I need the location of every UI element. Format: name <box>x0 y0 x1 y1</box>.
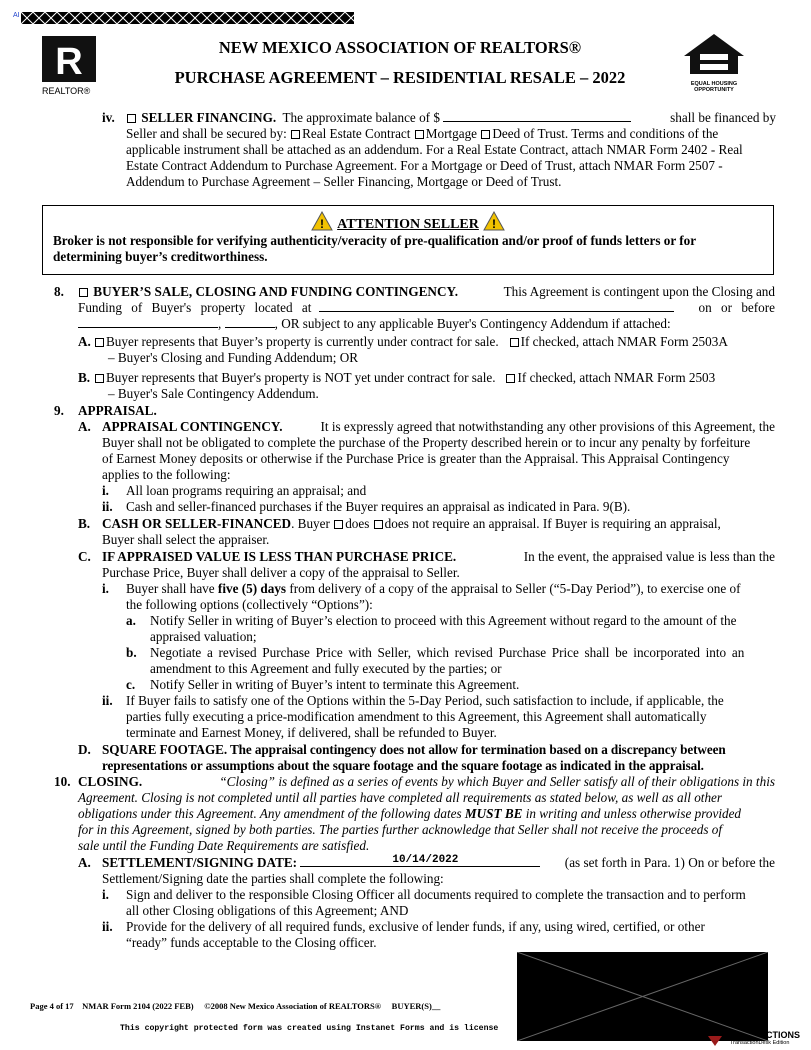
s9-B-line1 <box>102 516 775 532</box>
iv-line4: Estate Contract Addendum to Purchase Agreement. For a Mortgage or Deed of Trust, attach NMAR Form 2507 - <box>126 158 723 173</box>
s9-B-label: B. <box>78 516 91 531</box>
iv-label: iv. <box>102 110 115 125</box>
s9-text: . Buyer <box>291 516 330 531</box>
s9-a-label: a. <box>126 613 136 628</box>
s9-b-label: b. <box>126 645 137 660</box>
s10-A-line1 <box>102 855 775 871</box>
s8-text: , OR subject to any applicable Buyer's Contingency Addendum if attached: <box>274 316 671 331</box>
attention-title: ATTENTION SELLER <box>337 217 479 232</box>
s9-A-line3: of Earnest Money deposits or otherwise if the Purchase Price is greater than the Appraisal. This Appraisal Contingency <box>102 451 730 466</box>
settlement-date-value: 10/14/2022 <box>392 854 459 866</box>
s10-line5: sale until the Funding Date Requirements are satisfied. <box>78 838 370 853</box>
iv-line5: Addendum to Purchase Agreement – Seller Financing, Mortgage or Deed of Trust. <box>126 174 562 189</box>
closing-year-field[interactable] <box>225 316 275 328</box>
s8-B-line2: – Buyer's Sale Contingency Addendum. <box>108 386 319 401</box>
s10-title: CLOSING. <box>78 774 143 789</box>
s9-Cii-line2: parties fully executing a price-modification amendment to this Agreement, this Agreement shall automatically <box>126 709 707 724</box>
iv-text: The approximate balance of $ <box>282 110 440 125</box>
s10-line4: for in this Agreement, signed by both parties. The parties further acknowledge that Seller shall not receive the proceeds of <box>78 822 723 837</box>
s8-text: Buyer represents that Buyer’s property is currently under contract for sale. <box>106 334 499 349</box>
s9-Ai-label: i. <box>102 483 109 498</box>
s10-line3 <box>78 806 741 822</box>
s10-ii-label: ii. <box>102 919 113 934</box>
iv-line2 <box>126 126 776 142</box>
s9-D-line1: SQUARE FOOTAGE. The appraisal contingency does not allow for termination based on a discrepancy between <box>102 742 726 757</box>
s8-line3: , , OR subject to any applicable Buyer's Contingency Addendum if attached: <box>78 316 671 332</box>
s9-C-line2: Purchase Price, Buyer shall deliver a copy of the appraisal to Seller. <box>102 565 460 580</box>
s8-text: on or before <box>698 300 775 315</box>
s10-text: (as set forth in Para. 1) On or before the <box>564 855 775 870</box>
under-contract-checkbox[interactable] <box>95 338 104 347</box>
attention-seller-box <box>42 205 774 275</box>
closing-date-field[interactable] <box>78 316 218 328</box>
realtor-r-icon <box>42 36 96 82</box>
s8-text: Funding of Buyer's property located at <box>78 300 312 315</box>
s9-A-title: APPRAISAL CONTINGENCY. <box>102 419 283 434</box>
appraisal-does-not-checkbox[interactable] <box>374 520 383 529</box>
realtor-logo <box>42 36 96 96</box>
brand-name: CTIONS <box>766 1030 801 1040</box>
svg-text:!: ! <box>320 217 325 231</box>
iv-option: Mortgage <box>425 126 478 141</box>
s9-D-label: D. <box>78 742 91 757</box>
iv-option: Real Estate Contract <box>302 126 411 141</box>
section-9-title: APPRAISAL. <box>78 403 157 418</box>
not-under-contract-checkbox[interactable] <box>95 374 104 383</box>
s8-text: If checked, attach NMAR Form 2503 <box>517 370 716 385</box>
s8-B-label: B. <box>78 370 91 385</box>
s8-A-line2: – Buyer's Closing and Funding Addendum; OR <box>108 350 359 365</box>
seller-financing-checkbox[interactable] <box>127 114 136 123</box>
iv-line3: applicable instrument shall be attached as an addendum. For a Real Estate Contract, attach NMAR Form 2402 - Real <box>126 142 743 157</box>
redacted-signature-box <box>517 952 768 1041</box>
s8-title: BUYER’S SALE, CLOSING AND FUNDING CONTINGENCY. <box>93 284 459 299</box>
s9-C-label: C. <box>78 549 91 564</box>
section-10-number: 10. <box>54 774 71 789</box>
settlement-date-field[interactable] <box>300 855 540 867</box>
brand-icon <box>706 1032 724 1048</box>
s10-line2: Agreement. Closing is not completed until all parties have completed all requirements as stated below, as well as all other <box>78 790 723 805</box>
s10-i-line2: all other Closing obligations of this Agreement; AND <box>126 903 409 918</box>
header-title-line1: NEW MEXICO ASSOCIATION OF REALTORS® <box>218 38 582 57</box>
s8-B-line1 <box>94 370 715 386</box>
iv-option: Deed of Trust. Terms and conditions of the <box>492 126 719 141</box>
attention-line2: determining buyer’s creditworthiness. <box>53 249 268 264</box>
s9-Aii-text: Cash and seller-financed purchases if the Buyer requires an appraisal as indicated in Para. 9(B). <box>126 499 631 514</box>
ai-marker: AI <box>13 12 20 19</box>
attach-2503-checkbox[interactable] <box>506 374 515 383</box>
financed-amount-field[interactable] <box>443 110 631 122</box>
s10-line1 <box>78 774 775 790</box>
attention-line1: Broker is not responsible for verifying authenticity/veracity of pre-qualification and/or proof of funds letters or for <box>53 233 697 248</box>
s9-text: from delivery of a copy of the appraisal to Seller (“5-Day Period”), to exercise one of <box>289 581 741 596</box>
s8-line2 <box>78 300 775 316</box>
s9-text-bold: five (5) days <box>217 581 287 596</box>
s9-Aii-label: ii. <box>102 499 113 514</box>
s8-A-line1 <box>94 334 728 350</box>
deed-of-trust-checkbox[interactable] <box>481 130 490 139</box>
s9-text: It is expressly agreed that notwithstanding any other provisions of this Agreement, the <box>320 419 775 434</box>
s9-c-line1: Notify Seller in writing of Buyer’s intent to terminate this Agreement. <box>150 677 520 692</box>
warning-icon <box>311 211 333 231</box>
s10-text-bold: MUST BE <box>464 806 523 821</box>
s10-text: obligations under this Agreement. Any amendment of the following dates <box>78 806 462 821</box>
footer-buyer-initials: BUYER(S)__ <box>391 1001 441 1011</box>
s10-ii-line2: “ready” funds acceptable to the Closing officer. <box>126 935 377 950</box>
s9-Cii-line3: terminate and Earnest Money, if delivered, shall be refunded to Buyer. <box>126 725 497 740</box>
s9-Ci-label: i. <box>102 581 109 596</box>
s9-Ci-line1 <box>126 581 741 597</box>
s9-b-line1: Negotiate a revised Purchase Price with Seller, which revised Purchase Price shall be incorporated into an <box>150 645 745 660</box>
equal-housing-logo <box>680 32 748 93</box>
s9-A-label: A. <box>78 419 91 434</box>
s9-B-line2: Buyer shall select the appraiser. <box>102 532 270 547</box>
s9-text: In the event, the appraised value is less than the <box>523 549 775 564</box>
iv-line1 <box>126 110 776 126</box>
equal-housing-icon <box>680 32 748 76</box>
s9-c-label: c. <box>126 677 136 692</box>
warning-icon <box>483 211 505 231</box>
s9-A-line2: Buyer shall not be obligated to complete the purchase of the Property described herein or to incur any penalty by forfeiture <box>102 435 751 450</box>
section-8-number: 8. <box>54 284 64 299</box>
iv-text: Seller and shall be secured by: <box>126 126 287 141</box>
s9-Ai-text: All loan programs requiring an appraisal; and <box>126 483 367 498</box>
attach-2503a-checkbox[interactable] <box>510 338 519 347</box>
s9-Cii-line1: If Buyer fails to satisfy one of the Options within the 5-Day Period, such satisfaction to include, if applicable, the <box>126 693 724 708</box>
footer-line <box>30 1001 440 1011</box>
svg-text:!: ! <box>491 217 496 231</box>
s9-B-title: CASH OR SELLER-FINANCED <box>102 516 292 531</box>
s10-ii-line1: Provide for the delivery of all required funds, exclusive of lender funds, if any, using wired, certified, or other <box>126 919 705 934</box>
iv-title: SELLER FINANCING. <box>141 110 277 125</box>
s10-A-label: A. <box>78 855 91 870</box>
s9-C-title: IF APPRAISED VALUE IS LESS THAN PURCHASE PRICE. <box>102 549 457 564</box>
s8-text: Buyer represents that Buyer's property is NOT yet under contract for sale. <box>106 370 496 385</box>
s9-text: does <box>345 516 370 531</box>
s8-line1 <box>78 284 775 300</box>
footer-notice: This copyright protected form was created using Instanet Forms and is license <box>120 1024 499 1033</box>
s9-a-line1: Notify Seller in writing of Buyer’s election to proceed with this Agreement without regard to the amount of the <box>150 613 737 628</box>
buyers-sale-contingency-checkbox[interactable] <box>79 288 88 297</box>
s8-text: If checked, attach NMAR Form 2503A <box>520 334 728 349</box>
s8-A-label: A. <box>78 334 91 349</box>
s9-D-line2: representations or assumptions about the square footage and the square footage as indicated in the appraisal. <box>102 758 704 773</box>
brand-subtitle: TransactionDesk Edition <box>730 1040 790 1046</box>
s9-text: does not require an appraisal. If Buyer is requiring an appraisal, <box>384 516 721 531</box>
buyer-property-address-field[interactable] <box>319 300 674 312</box>
redacted-banner <box>21 12 354 24</box>
mortgage-checkbox[interactable] <box>415 130 424 139</box>
s9-Cii-label: ii. <box>102 693 113 708</box>
s9-A-line4: applies to the following: <box>102 467 231 482</box>
realtor-logo-text: REALTOR® <box>42 86 91 96</box>
s9-text: Buyer shall have <box>126 581 215 596</box>
equal-housing-text: EQUAL HOUSING OPPORTUNITY <box>690 81 738 93</box>
real-estate-contract-checkbox[interactable] <box>291 130 300 139</box>
s9-A-line1 <box>102 419 775 435</box>
s10-A-line2: Settlement/Signing date the parties shall complete the following: <box>102 871 444 886</box>
s9-a-line2: appraised valuation; <box>150 629 257 644</box>
s9-b-line2: amendment to this Agreement and fully executed by the parties; or <box>150 661 502 676</box>
appraisal-does-checkbox[interactable] <box>334 520 343 529</box>
s10-i-label: i. <box>102 887 109 902</box>
s10-text: “Closing” is defined as a series of events by which Buyer and Seller satisfy all of their obligations in this <box>219 774 775 789</box>
svg-text:R: R <box>55 41 83 82</box>
s8-text: This Agreement is contingent upon the Closing and <box>503 284 775 299</box>
header-title-line2: PURCHASE AGREEMENT – RESIDENTIAL RESALE – 2022 <box>174 68 626 87</box>
footer-form: NMAR Form 2104 (2022 FEB) <box>82 1001 194 1011</box>
s10-text: in writing and unless otherwise provided <box>525 806 742 821</box>
iv-text: shall be financed by <box>670 110 776 125</box>
s10-i-line1: Sign and deliver to the responsible Closing Officer all documents required to complete the transaction and to perform <box>126 887 746 902</box>
footer-copyright: ©2008 New Mexico Association of REALTORS® <box>204 1001 382 1011</box>
s10-A-title: SETTLEMENT/SIGNING DATE: <box>102 855 298 870</box>
s9-C-line1 <box>102 549 775 565</box>
s9-Ci-line2: the following options (collectively “Options”): <box>126 597 373 612</box>
section-9-number: 9. <box>54 403 64 418</box>
footer-page: Page 4 of 17 <box>30 1001 74 1011</box>
